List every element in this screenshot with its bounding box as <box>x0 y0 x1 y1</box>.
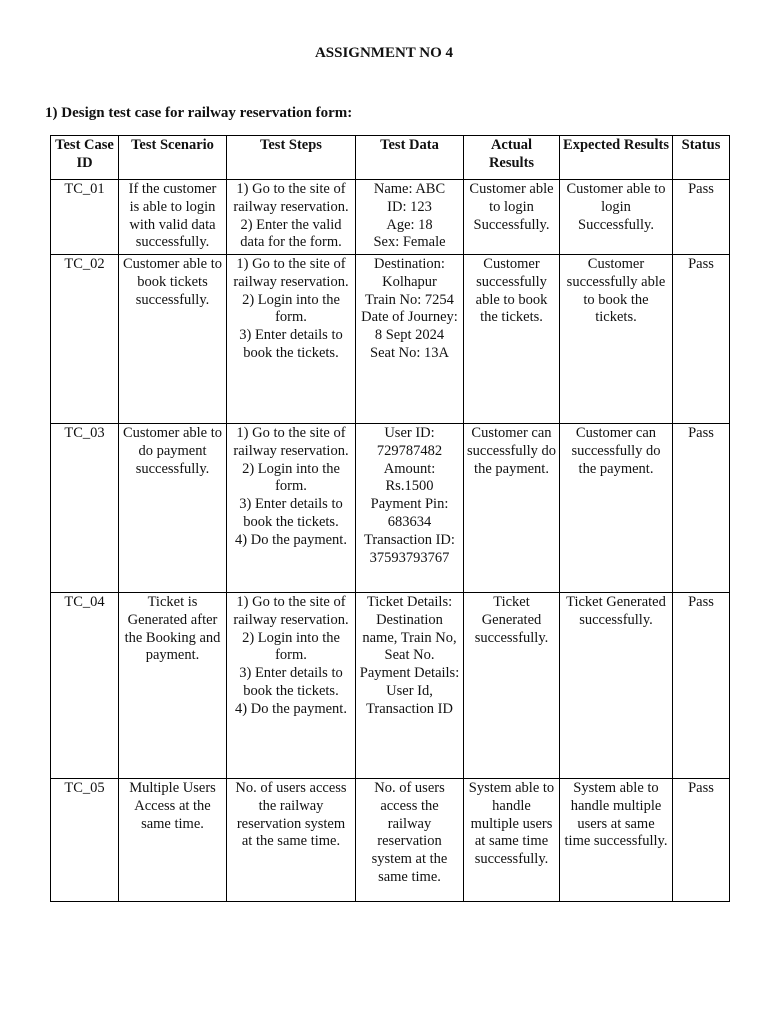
test-data-line: ID: 123 <box>387 198 432 215</box>
test-step: 1) Go to the site of railway reservation. <box>233 425 349 459</box>
actual-result: Customer successfully able to book the tickets. <box>464 255 560 424</box>
test-step: 1) Go to the site of railway reservation. <box>233 256 349 290</box>
assignment-title: ASSIGNMENT NO 4 <box>314 45 454 61</box>
status-value: Pass <box>673 424 730 593</box>
actual-result: Customer can successfully do the payment. <box>464 424 560 593</box>
test-case-id: TC_05 <box>51 779 119 902</box>
test-case-id: TC_03 <box>51 424 119 593</box>
test-data-line: Payment Details: User Id, Transaction ID <box>359 665 460 717</box>
expected-result: System able to handle multiple users at same time successfully. <box>560 779 673 902</box>
test-case-id: TC_01 <box>51 180 119 255</box>
table-row <box>51 593 730 779</box>
test-data-line: Transaction ID: 37593793767 <box>364 531 455 566</box>
test-step: 2) Login into the form. <box>242 291 340 326</box>
table-row <box>51 424 730 593</box>
actual-result: Customer able to login Successfully. <box>464 180 560 255</box>
question-heading: 1) Design test case for railway reservation form: <box>45 105 353 121</box>
test-data-line: Amount: Rs.1500 <box>383 460 436 495</box>
test-data-line: Date of Journey: 8 Sept 2024 <box>361 309 458 344</box>
status-value: Pass <box>673 593 730 779</box>
header-test-data: Test Data <box>356 136 464 180</box>
test-step: 2) Login into the form. <box>242 629 340 664</box>
test-steps <box>227 424 356 593</box>
test-step: 3) Enter details to book the tickets. <box>239 327 343 361</box>
test-data-line: Age: 18 <box>386 216 433 233</box>
test-scenario: Ticket is Generated after the Booking and payment. <box>119 593 227 779</box>
test-data-line: Ticket Details: Destination name, Train No, Seat No. <box>362 594 457 664</box>
test-case-table <box>50 135 730 902</box>
test-step: No. of users access the railway reservation system at the same time. <box>235 780 347 850</box>
expected-result: Ticket Generated successfully. <box>560 593 673 779</box>
test-steps <box>227 593 356 779</box>
header-test-steps: Test Steps <box>227 136 356 180</box>
test-step: 3) Enter details to book the tickets. <box>239 665 343 699</box>
header-status: Status <box>673 136 730 180</box>
test-case-id: TC_02 <box>51 255 119 424</box>
test-data-line: Sex: Female <box>373 234 446 251</box>
actual-result: System able to handle multiple users at same time successfully. <box>464 779 560 902</box>
test-data <box>356 180 464 255</box>
expected-result: Customer can successfully do the payment. <box>560 424 673 593</box>
actual-result: Ticket Generated successfully. <box>464 593 560 779</box>
expected-result: Customer able to login Successfully. <box>560 180 673 255</box>
table-row <box>51 180 730 255</box>
test-data-line: User ID: 729787482 <box>376 425 443 459</box>
test-data-line: Train No: 7254 <box>365 291 454 308</box>
status-value: Pass <box>673 779 730 902</box>
test-data <box>356 593 464 779</box>
test-data <box>356 255 464 424</box>
test-steps <box>227 180 356 255</box>
test-scenario: Customer able to do payment successfully. <box>119 424 227 593</box>
table-header-row <box>51 136 730 180</box>
test-step: 4) Do the payment. <box>235 531 347 548</box>
test-scenario: Customer able to book tickets successfully. <box>119 255 227 424</box>
test-step: 2) Login into the form. <box>242 460 340 495</box>
test-data-line: Destination: Kolhapur <box>374 256 445 290</box>
test-case-id: TC_04 <box>51 593 119 779</box>
header-test-scenario: Test Scenario <box>119 136 227 180</box>
status-value: Pass <box>673 180 730 255</box>
test-data <box>356 779 464 902</box>
test-data-line: Name: ABC <box>373 181 446 197</box>
test-step: 4) Do the payment. <box>235 700 347 717</box>
test-step: 1) Go to the site of railway reservation. <box>233 181 349 215</box>
test-step: 1) Go to the site of railway reservation. <box>233 594 349 628</box>
test-step: 3) Enter details to book the tickets. <box>239 496 343 530</box>
table-row <box>51 255 730 424</box>
test-scenario: If the customer is able to login with valid data successfully. <box>119 180 227 255</box>
test-step: 2) Enter the valid data for the form. <box>240 216 342 251</box>
status-value: Pass <box>673 255 730 424</box>
test-steps <box>227 779 356 902</box>
expected-result: Customer successfully able to book the tickets. <box>560 255 673 424</box>
test-steps <box>227 255 356 424</box>
test-data-line: No. of users access the railway reservation system at the same time. <box>371 780 448 885</box>
test-scenario: Multiple Users Access at the same time. <box>119 779 227 902</box>
test-data <box>356 424 464 593</box>
header-actual-results: Actual Results <box>464 136 560 180</box>
table-row <box>51 779 730 902</box>
test-data-line: Payment Pin: 683634 <box>370 496 449 530</box>
test-data-line: Seat No: 13A <box>370 344 449 361</box>
header-test-case-id: Test Case ID <box>51 136 119 180</box>
header-expected-results: Expected Results <box>560 136 673 180</box>
